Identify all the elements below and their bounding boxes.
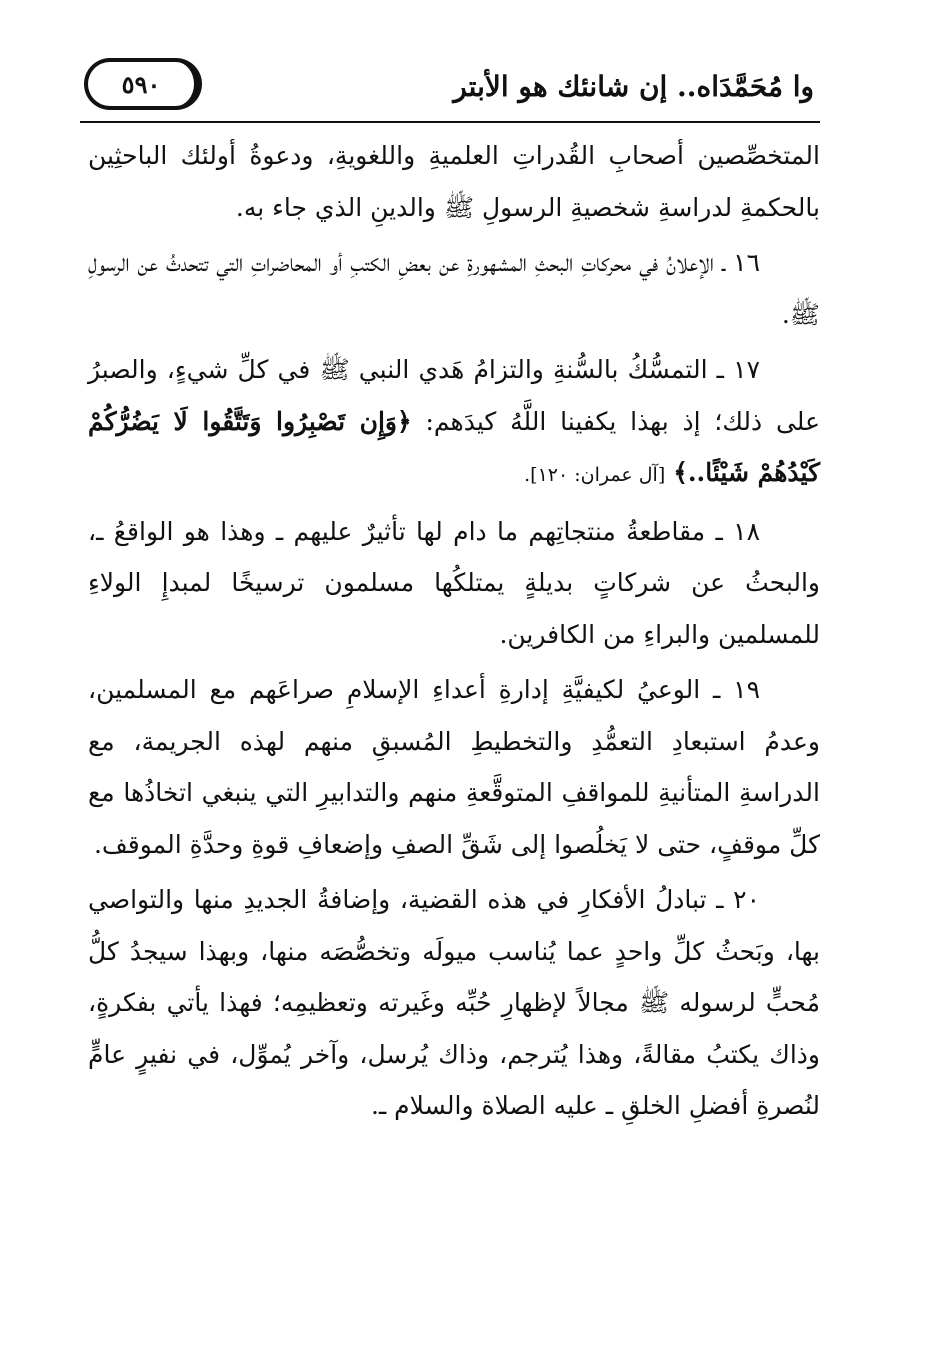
paragraph-continuation: المتخصِّصين أصحابِ القُدراتِ العلميةِ واللغويةِ، ودعوةُ أولئك الباحثِين بالحكمةِ لدراسةِ شخصيةِ الرسولِ ﷺ والدينِ الذي جاء به. — [88, 141, 820, 222]
page-header — [80, 58, 820, 122]
running-title: وا مُحَمَّدَاه.. إن شانئك هو الأبتر — [453, 70, 814, 103]
page-body — [88, 130, 820, 1136]
list-item-20: ٢٠ ـ تبادلُ الأفكارِ في هذه القضية، وإضافةُ الجديدِ منها والتواصي بها، وبَحثُ كلِّ واحدٍ عما يُناسب ميولَه وتخصُّصَه منها، وبهذا سيجدُ كلُّ مُحبٍّ لرسوله ﷺ مجالاً لإظهارِ حُبِّه وغَيرته وتعظيمِه؛ فهذا يأتي بفكرةٍ، وذاك يكتبُ مقالةً، وهذا يُترجم، وذاك يُرسل، وآخر يُموِّل، في نفيرٍ عامٍّ لنُصرةِ أفضلِ الخلقِ ـ عليه الصلاة والسلام ـ. — [88, 885, 820, 1120]
header-rule — [80, 121, 820, 123]
list-item-17 — [88, 344, 820, 502]
page-number: ٥٩٠ — [84, 58, 202, 110]
list-item-17-text: ١٧ ـ التمسُّكُ بالسُّنةِ والتزامُ هَدي النبي ﷺ في كلِّ شيءٍ، والصبرُ على ذلك؛ إذ بهذا يكفينا اللَّهُ كيدَهم: — [88, 355, 821, 436]
list-item-19: ١٩ ـ الوعيُ لكيفيَّةِ إدارةِ أعداءِ الإسلامِ صراعَهم مع المسلمين، وعدمُ استبعادِ التعمُّدِ والتخطيطِ المُسبقِ منهم لهذه الجريمة، مع الدراسةِ المتأنيةِ للمواقفِ المتوقَّعةِ منهم والتدابيرِ التي ينبغي اتخاذُها مع كلِّ موقفٍ، حتى لا يَخلُصوا إلى شَقِّ الصفِ وإضعافِ قوةِ وحدَّةِ الموقف. — [88, 675, 820, 859]
list-item-18: ١٨ ـ مقاطعةُ منتجاتِهم ما دام لها تأثيرٌ عليهم ـ وهذا هو الواقعُ ـ، والبحثُ عن شركاتٍ بديلةٍ يمتلكُها مسلمون ترسيخًا لمبدإِ الولاءِ للمسلمين والبراءِ من الكافرين. — [88, 516, 820, 649]
verse-reference: [آل عمران: ١٢٠]. — [524, 464, 666, 486]
quran-verse: ﴿وَإِن تَصْبِرُوا وَتَتَّقُوا لَا يَضُرُّكُمْ كَيْدُهُمْ شَيْئًا..﴾ — [88, 406, 820, 487]
list-item-16: ١٦ ـ الإعلانُ في محركاتِ البحثِ المشهورةِ عن بعضِ الكتبِ أو المحاضراتِ التي تتحدثُ عن الرسولِ ﷺ. — [88, 248, 820, 329]
